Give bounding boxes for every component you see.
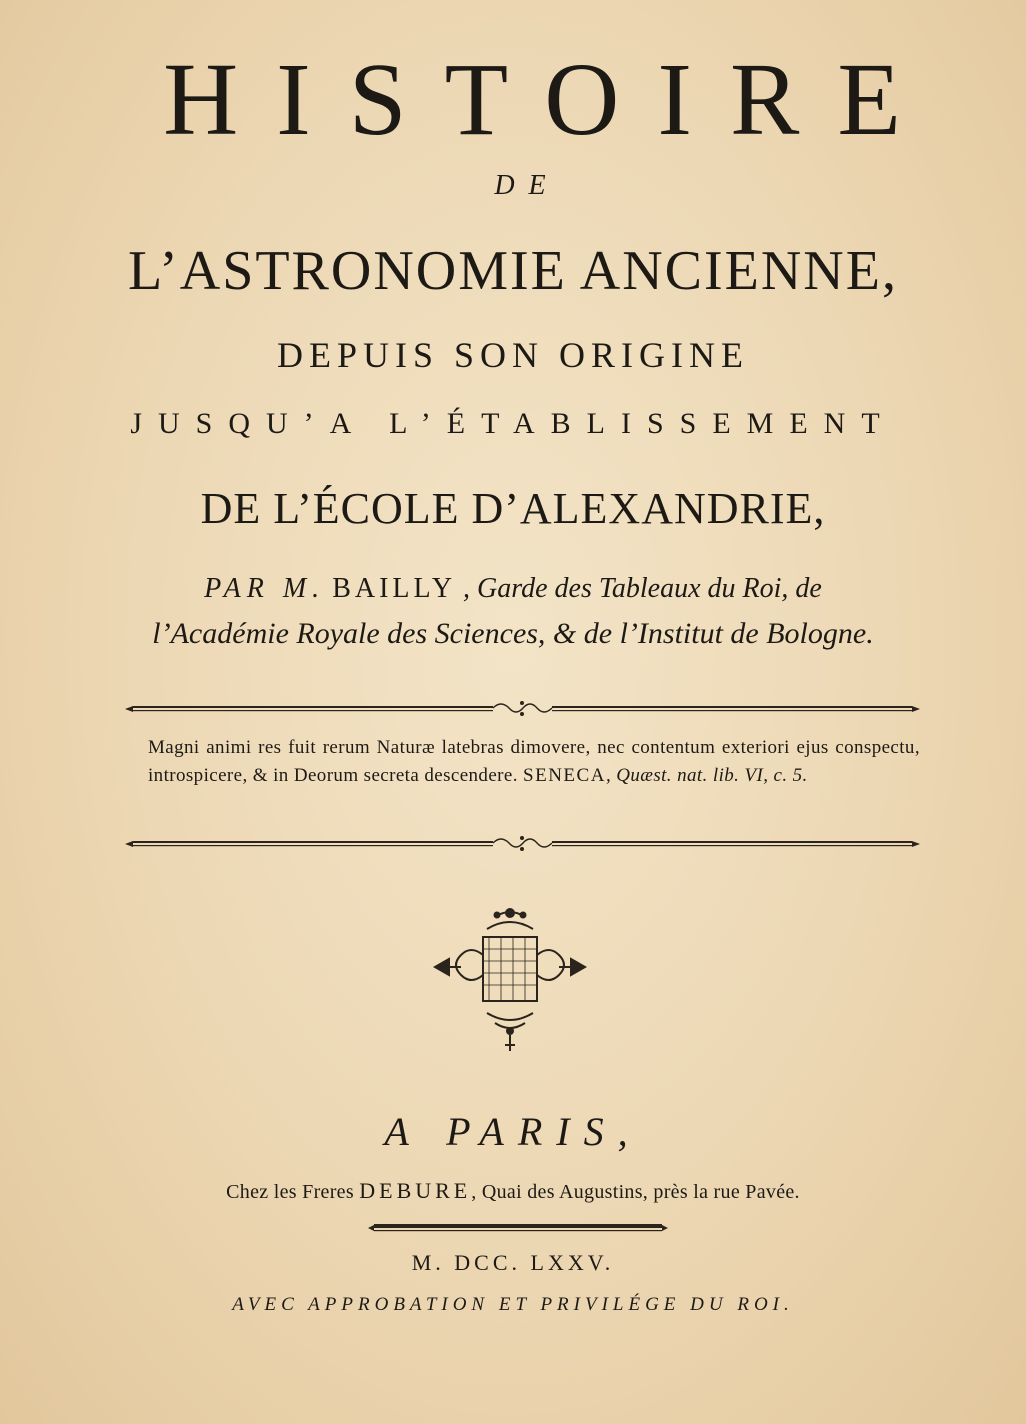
author-title: , Garde des Tableaux du Roi, de — [463, 573, 822, 604]
epigraph-author: SENECA — [523, 765, 606, 786]
author-name: BAILLY — [332, 573, 457, 604]
epigraph-source-1: , Quæst. — [605, 765, 672, 786]
subtitle-line-jusqua: JUSQU’A L’ÉTABLISSEMENT — [130, 407, 896, 440]
printers-ornament-icon — [425, 905, 595, 1055]
ornamental-rule-bottom — [125, 832, 920, 856]
imprint-date: M. DCC. LXXV. — [411, 1250, 615, 1275]
author-par: PAR M. — [204, 573, 326, 604]
imprint-publisher — [0, 1178, 1026, 1204]
subtitle-line-depuis: DEPUIS SON ORIGINE — [276, 335, 749, 375]
ornamental-rule-top — [125, 697, 920, 721]
publisher-name: DEBURE — [359, 1178, 472, 1203]
author-affiliation: l’Académie Royale des Sciences, & de l’Institut de Bologne. — [152, 617, 874, 650]
imprint-privilege: AVEC APPROBATION ET PRIVILÉGE DU ROI. — [232, 1294, 794, 1315]
epigraph-text: Magni animi res fuit rerum Naturæ latebras dimovere, nec contentum exteriori ejus conspectu, introspicere, & in Deorum secreta descendere. — [148, 737, 920, 786]
publisher-pre: Chez les Freres — [226, 1181, 354, 1203]
subtitle-line-ecole: DE L’ÉCOLE D’ALEXANDRIE, — [200, 484, 826, 533]
imprint-rule — [368, 1220, 668, 1236]
title-connector: DE — [494, 170, 560, 201]
epigraph-source-2: nat. lib. VI, c. 5. — [677, 765, 808, 786]
author-line — [0, 573, 1026, 605]
subtitle: L’ASTRONOMIE ANCIENNE, — [128, 240, 898, 302]
imprint-place: A PARIS, — [384, 1109, 642, 1154]
main-title: HISTOIRE — [163, 42, 939, 157]
epigraph — [148, 734, 920, 790]
publisher-address: , Quai des Augustins, près la rue Pavée. — [471, 1181, 800, 1203]
